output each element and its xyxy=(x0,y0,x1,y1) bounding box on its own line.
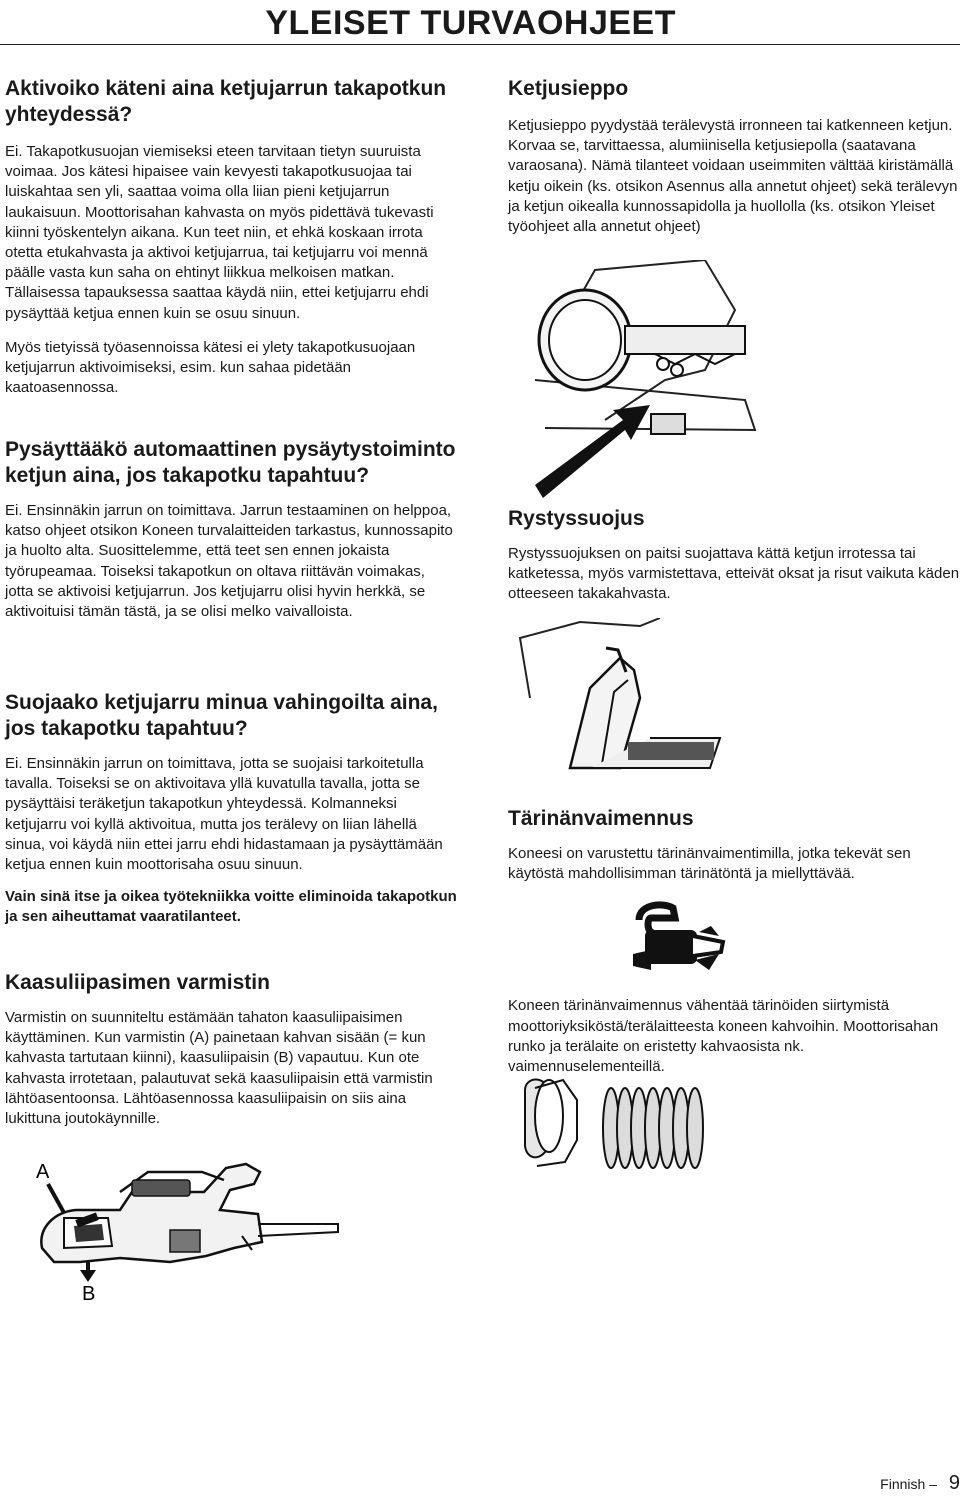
section-chain-catcher xyxy=(508,76,960,237)
chainsaw-vibration-icon xyxy=(625,896,730,978)
page-footer xyxy=(880,1472,960,1495)
section-heading: Tärinänvaimennus xyxy=(508,807,694,830)
section-heading: Kaasuliipasimen varmistin xyxy=(5,971,270,994)
throttle-lockout-illustration xyxy=(20,1150,350,1305)
section-heading: Ketjusieppo xyxy=(508,77,629,100)
section-kickback-hand xyxy=(5,76,457,398)
section-heading: Rystyssuojus xyxy=(508,507,645,530)
footer-separator: – xyxy=(929,1476,937,1492)
section-auto-stop xyxy=(5,437,457,622)
section-bold-note: Vain sinä itse ja oikea työtekniikka voitte eliminoida takapotkun ja sen aiheuttamat vaaratilanteet. xyxy=(5,888,457,926)
chain-catcher-illustration xyxy=(505,260,765,510)
page-title: YLEISET TURVAOHJEET xyxy=(265,4,676,42)
footer-language: Finnish xyxy=(880,1476,926,1492)
section-paragraph: Ketjusieppo pyydystää terälevystä irronneen tai katkenneen ketjun. Korvaa se, tarvittaessa, alumiinisella ketjusiepolla (saatavana varaosana). Nämä tilanteet voidaan useimmiten välttää kiristämällä ketju oikein (ks. otsikon Asennus alla annetut ohjeet) sekä terälevyn ja ketjun oikealla kunnossapidolla ja huollolla (ks. otsikon Yleiset työohjeet alla annetut ohjeet) xyxy=(508,117,958,236)
section-heading: Aktivoiko käteni aina ketjujarrun takapotkun yhteydessä? xyxy=(5,77,447,126)
section-paragraph: Koneen tärinänvaimennus vähentää tärinöiden siirtymistä moottoriyksiköstä/terälaitteesta koneen kahvoihin. Moottorisahan runko ja terälaite on eristetty kahvaosista nk. vaimennuselementeillä. xyxy=(508,997,939,1076)
section-paragraph: Myös tietyissä työasennoissa kätesi ei ylety takapotkusuojaan ketjujarrun aktivoimiseksi, esim. kun sahaa pidetään kaatoasennossa. xyxy=(5,338,416,397)
section-paragraph: Ei. Ensinnäkin jarrun on toimittava. Jarrun testaaminen on helppoa, katso ohjeet otsikon Koneen turvalaitteiden tarkastus, kunnossapito ja huolto alta. Suosittelemme, että teet sen ennen jokaista työrupeamaa. Toiseksi takapotkun on oltava riittävän voimakas, jotta se aktivoisi ketjujarrun. Jos ketjujarru olisi hyvin herkkä, se aktivoituisi tämän tästä, ja se olisi melko vaivalloista. xyxy=(5,502,453,621)
section-paragraph: Ei. Takapotkusuojan viemiseksi eteen tarvitaan tietyn suuruista voimaa. Jos kätesi hipaisee vain kevyesti takapotkusuojaa tai luiskahtaa sen yli, saattaa voima olla liian pieni ketjujarrun laukaisuun. Moottorisahan kahvasta on myös pidettävä tukevasti kiinni työskentelyn aikana. Kun teet niin, et ehkä koskaan irrota otetta etukahvasta ja aktivoi ketjujarrua, tai ketjujarru voi mennä päälle vasta kun saha on ehtinyt liikkua melkoisen matkan. Tällaisessa tapauksessa saattaa käydä niin, ettei ketjujarru ehdi pysäyttää ketjua ennen kuin se osuu sinuun. xyxy=(5,143,434,322)
section-heading: Pysäyttääkö automaattinen pysäytystoiminto ketjun aina, jos takapotku tapahtuu? xyxy=(5,438,456,487)
hand-guard-illustration xyxy=(510,618,730,778)
section-paragraph: Varmistin on suunniteltu estämään tahaton kaasuliipaisimen käyttäminen. Kun varmistin (A) painetaan kahvan sisään (= kun kahvasta tartutaan kiinni), kaasuliipaisin (B) vapautuu. Kun ote kahvasta irrotetaan, palautuvat sekä kaasuliipaisin että varmistin lähtöasentoonsa. Lähtöasennossa kaasuliipaisin on siis aina lukittuna joutokäynnille. xyxy=(5,1009,433,1128)
section-hand-guard xyxy=(508,506,960,605)
header-divider xyxy=(0,44,960,45)
section-paragraph: Ei. Ensinnäkin jarrun on toimittava, jotta se suojaisi tarkoitetulla tavalla. Toiseksi se on aktivoitava yllä kuvatulla tavalla, jotta se pysäyttäisi teräketjun takapotkun yhteydessä. Kolmanneksi ketjujarru voi kyllä aktivoitua, mutta jos terälevy on liian lähellä sinua, voi käydä niin ettei jarru ehdi hidastamaan ja pysäyttämään ketjua ennen kuin moottorisaha osuu sinuun. xyxy=(5,755,443,874)
section-paragraph: Rystyssuojuksen on paitsi suojattava kättä ketjun irrotessa tai katketessa, myös varmistettava, etteivät oksat ja risut vaikuta käden otteeseen takakahvasta. xyxy=(508,545,960,603)
label-a: A xyxy=(36,1161,50,1183)
label-b: B xyxy=(82,1283,96,1305)
section-chain-brake-protection xyxy=(5,690,457,928)
section-heading: Suojaako ketjujarru minua vahingoilta aina, jos takapotku tapahtuu? xyxy=(5,691,438,740)
section-anti-vibration xyxy=(508,806,960,1077)
section-paragraph: Koneesi on varustettu tärinänvaimentimilla, jotka tekevät sen käytöstä mahdollisimman tärinätöntä ja miellyttävää. xyxy=(508,845,911,883)
section-throttle-lockout xyxy=(5,970,457,1129)
page-number: 9 xyxy=(948,1472,960,1494)
damping-elements-illustration xyxy=(515,1070,715,1180)
